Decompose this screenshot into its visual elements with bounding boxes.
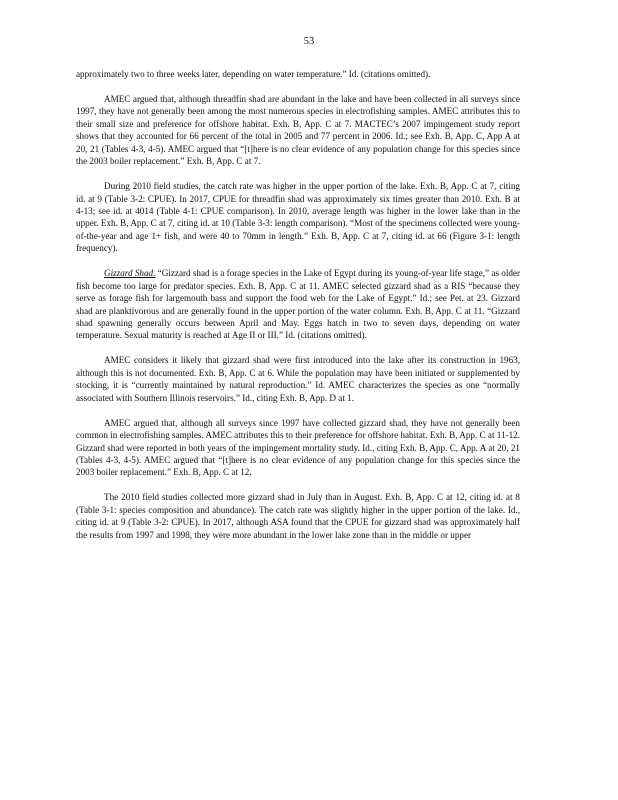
paragraph-gizzard-shad-intro [76, 267, 520, 342]
paragraph-gizzard-shad-text: “Gizzard shad is a forage species in the Lake of Egypt during its young-of-year life stage,” as older fish become too large for predator species. Exh. B, App. C at 11. AMEC selected gizzard shad as a RIS “because they serve as forage fish for largemouth bass and support the food web for the Lake of Egypt.” Id.; see Pet. at 23. Gizzard shad are planktivorous and are generally found in the upper portion of the water column. Exh. B, App. C at 11. “Gizzard shad spawning generally occurs between April and May. Eggs hatch in two to seven days, depending on water temperature. Sexual maturity is reached at Age II or III.” Id. (citations omitted). [76, 268, 521, 341]
paragraph-gizzard-introduction: AMEC considers it likely that gizzard shad were first introduced into the lake after its construction in 1963, although this is not documented. Exh. B, App. C at 6. While the population may have been initiated or supplemented by stocking, it is “currently maintained by natural reproduction.” Id. AMEC characterizes the species as one “normally associated with Southern Illinois reservoirs.” Id., citing Exh. B, App. D at 1. [76, 355, 520, 403]
paragraph-gizzard-surveys: AMEC argued that, although all surveys since 1997 have collected gizzard shad, they have not generally been common in electrofishing samples. AMEC attributes this to their preference for offshore habitat. Exh. B, App. C at 11-12. Gizzard shad were reported in both years of the impingement mortality study. Id., citing Exh. B, App. C, App. A at 20, 21 (Tables 4-3, 4-5). AMEC argued that “[t]here is no clear evidence of any population change for this species since the 2003 boiler replacement.” Exh. B, App. C at 12. [76, 417, 520, 478]
paragraph-gizzard-field-studies: The 2010 field studies collected more gizzard shad in July than in August. Exh. B, App. C at 12, citing id. at 8 (Table 3-1: species composition and abundance). The catch rate was slightly higher in the upper portion of the lake. Id., citing id. at 9 (Table 3-2: CPUE). In 2017, although ASA found that the CPUE for gizzard shad was approximately half the results from 1997 and 1998, they were more abundant in the lower lake zone than in the middle or upper [76, 492, 520, 540]
section-heading-gizzard-shad: Gizzard Shad. [104, 268, 156, 279]
page-number: 53 [303, 36, 315, 47]
document-body [76, 68, 520, 554]
paragraph-threadfin-abundance: AMEC argued that, although threadfin shad are abundant in the lake and have been collected in all surveys since 1997, they have not generally been among the most numerous species in electrofishing samples. AMEC attributes this to their small size and preference for offshore habitat. Exh. B, App. C at 7. MACTEC’s 2007 impingement study report shows that they accounted for 66 percent of the total in 2005 and 77 percent in 2006. Id.; see Exh. B, App. C, App A at 20, 21 (Tables 4-3, 4-5). AMEC argued that “[t]here is no clear evidence of any population change for this species since the 2003 boiler replacement.” Exh. B, App. C at 7. [76, 93, 520, 167]
paragraph-continuation: approximately two to three weeks later, depending on water temperature.” Id. (citations omitted). [76, 69, 431, 79]
paragraph-threadfin-field-studies: During 2010 field studies, the catch rate was higher in the upper portion of the lake. Exh. B, App. C at 7, citing id. at 9 (Table 3-2: CPUE). In 2017, CPUE for threadfin shad was approximately six times greater than 2010. Exh. B at 4-13; see id. at 4014 (Table 4-1: CPUE comparison). In 2010, average length was higher in the lower lake than in the upper. Exh. B, App. C at 7, citing id. at 10 (Table 3-3: length comparison). “Most of the specimens collected were young-of-the-year and age 1+ fish, and were 40 to 70mm in length.” Exh. B, App. C at 7, citing id. at 66 (Figure 3-1: length frequency). [76, 181, 520, 254]
